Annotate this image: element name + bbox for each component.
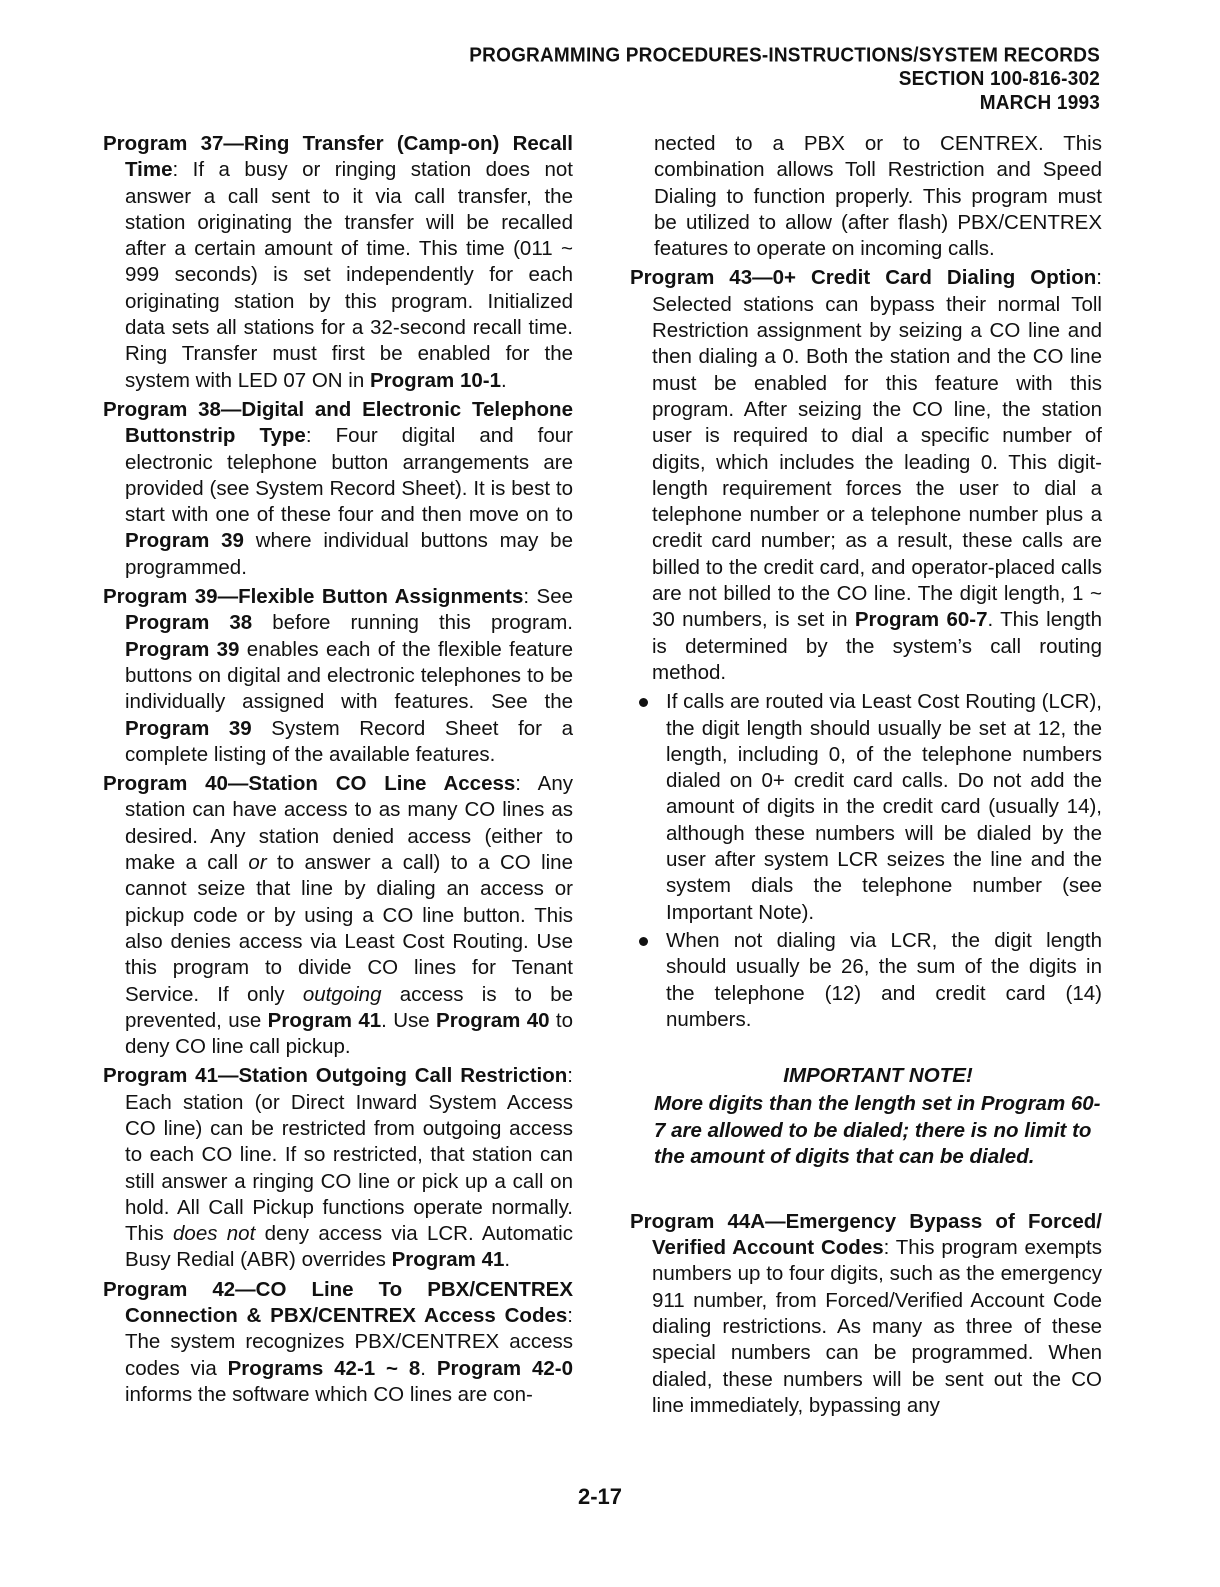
program-39-paragraph: Program 39—Flexible Button Assignments: See Program 38 before running this program. Program 39 enables each of the flexible feature buttons on digital and electronic telephones to be individually assigned with features. See the Program 39 System Record Sheet for a complete listing of the available features. xyxy=(103,585,574,766)
left-column xyxy=(103,131,573,1411)
list-item: When not dialing via LCR, the digit length should usually be 26, the sum of the digits in the telephone (12) and credit card (14) numbers. xyxy=(666,928,1102,1033)
page-number: 2-17 xyxy=(577,1484,623,1509)
program-41-paragraph: Program 41—Station Outgoing Call Restriction: Each station (or Direct Inward System Access CO line) can be restricted from outgoing access to each CO line. If so restricted, that station can still answer a ringing CO line or pick up a call on hold. All Call Pickup functions operate normally. This does not deny access via LCR. Automatic Busy Redial (ABR) overrides Program 41. xyxy=(103,1064,573,1272)
program-42-text-continued: informs the software which CO lines are con- xyxy=(125,1382,533,1406)
program-42-title: Program 42—CO Line To PBX/CENTREX Connection & PBX/CENTREX Access Codes xyxy=(103,1277,573,1328)
list-item: If calls are routed via Least Cost Routing (LCR), the digit length should usually be set at 12, the length, including 0, of the telephone numbers dialed on 0+ credit card calls. Do not add the amount of digits in the credit card (usually 14), although these numbers will be dialed by the user after system LCR seizes the line and the system dials the telephone number (see Important Note). xyxy=(666,689,1102,926)
program-43-paragraph: Program 43—0+ Credit Card Dialing Option: Selected stations can bypass their normal Toll Restriction assignment by seizing a CO line and then dialing a 0. Both the station and the CO line must be enabled for this feature with this program. After seizing the CO line, the station user is required to dial a specific number of digits, which includes the leading 0. This digit-length requirement forces the user to dial a telephone number or a telephone number plus a credit card number; as a result, these calls are billed to the credit card, and operator-placed calls are not billed to the CO line. The digit length, 1 ~ 30 numbers, is set in Program 60-7. This length is determined by the system’s call routing method. xyxy=(630,266,1103,684)
program-40-title: Program 40—Station CO Line Access xyxy=(103,772,516,796)
header-title: PROGRAMMING PROCEDURES-INSTRUCTIONS/SYSTEM RECORDS xyxy=(469,44,1100,67)
important-note xyxy=(654,1063,1102,1171)
bullet-icon xyxy=(639,937,648,946)
program-38-title: Program 38—Digital and Electronic Telephone Buttonstrip Type xyxy=(103,397,573,448)
program-41-title: Program 41—Station Outgoing Call Restriction xyxy=(103,1064,568,1088)
program-38-paragraph: Program 38—Digital and Electronic Telephone Buttonstrip Type: Four digital and four electronic telephone button arrangements are provided (see System Record Sheet). It is best to start with one of these four and then move on to Program 39 where individual buttons may be programmed. xyxy=(103,397,573,579)
program-42-paragraph: Program 42—CO Line To PBX/CENTREX Connection & PBX/CENTREX Access Codes: The system recognizes PBX/CENTREX access codes via Programs 42-1 ~ 8. Program 42-0 informs the software which CO lines are con- xyxy=(103,1277,573,1406)
program-37-title: Program 37—Ring Transfer (Camp-on) Recall Time xyxy=(103,132,573,182)
header-section: SECTION 100-816-302 xyxy=(898,67,1100,91)
program-44a-title: Program 44A—Emergency Bypass of Forced/ Verified Account Codes xyxy=(630,1209,1102,1260)
program-44a-paragraph: Program 44A—Emergency Bypass of Forced/ Verified Account Codes: This program exempts numbers up to four digits, such as the emergency 911 number, from Forced/Verified Account Code dialing restrictions. As many as three of these special numbers can be programmed. When dialed, these numbers will be sent out the CO line immediately, bypassing any xyxy=(630,1209,1102,1417)
program-43-title: Program 43—0+ Credit Card Dialing Option xyxy=(630,266,1097,290)
header-date: MARCH 1993 xyxy=(979,91,1100,115)
right-column xyxy=(630,131,1102,1422)
program-42-continuation: nected to a PBX or to CENTREX. This combination allows Toll Restriction and Speed Dialing to function properly. This program must be utilized to allow (after flash) PBX/CENTREX features to operate on incoming calls. xyxy=(654,132,1102,261)
page-header xyxy=(469,44,1100,115)
program-40-paragraph: Program 40—Station CO Line Access: Any station can have access to as many CO lines as desired. Any station denied access (either to make a call or to answer a call) to a CO line cannot seize that line by dialing an access or pickup code or by using a CO line button. This also denies access via Least Cost Routing. Use this program to divide CO lines for Tenant Service. If only outgoing access is to be prevented, use Program 41. Use Program 40 to deny CO line call pickup. xyxy=(103,772,574,1059)
important-note-text: More digits than the length set in Program 60-7 are allowed to be dialed; there is no limit to the amount of digits that can be dialed. xyxy=(654,1092,1101,1169)
program-37-paragraph: Program 37—Ring Transfer (Camp-on) Recall Time: If a busy or ringing station does not answer a call sent to it via call transfer, the station originating the transfer will be recalled after a certain amount of time. This time (011 ~ 999 seconds) is set independently for each originating station by this program. Initialized data sets all stations for a 32-second recall time. Ring Transfer must first be enabled for the system with LED 07 ON in Program 10-1. xyxy=(103,132,573,392)
program-39-title: Program 39—Flexible Button Assignments xyxy=(103,585,524,609)
program-43-bullet-list xyxy=(630,689,1102,1033)
bullet-icon xyxy=(639,698,648,707)
important-note-title: IMPORTANT NOTE! xyxy=(783,1064,973,1088)
